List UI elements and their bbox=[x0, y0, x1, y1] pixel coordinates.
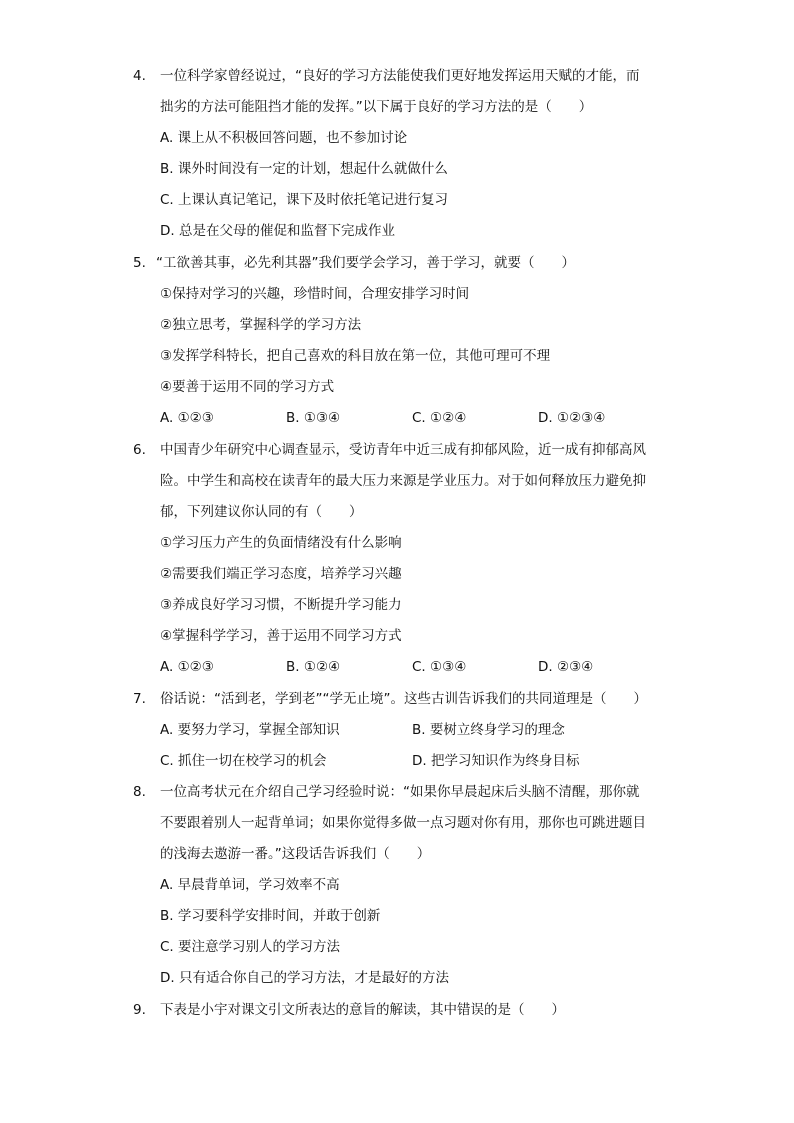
question-number: 4. bbox=[133, 68, 146, 84]
statement-item: ②需要我们端正学习态度，培养学习兴趣 bbox=[160, 566, 402, 582]
option-b: B. ①②④ bbox=[286, 659, 341, 675]
option-c: C. 上课认真记笔记，课下及时依托笔记进行复习 bbox=[160, 192, 449, 208]
question-stem-line: 中国青少年研究中心调查显示，受访青年中近三成有抑郁风险，近一成有抑郁高风 bbox=[160, 442, 646, 458]
statement-item: ③养成良好学习习惯，不断提升学习能力 bbox=[160, 597, 402, 613]
option-a: A. 要努力学习，掌握全部知识 bbox=[160, 722, 340, 738]
option-b: B. 学习要科学安排时间，并敢于创新 bbox=[160, 908, 381, 924]
statement-item: ④掌握科学学习，善于运用不同学习方式 bbox=[160, 628, 402, 644]
option-d: D. 总是在父母的催促和监督下完成作业 bbox=[160, 223, 395, 239]
option-b: B. ①③④ bbox=[286, 410, 341, 426]
question-number: 6. bbox=[133, 442, 146, 458]
statement-item: ③发挥学科特长，把自己喜欢的科目放在第一位，其他可理可不理 bbox=[160, 348, 551, 364]
question-stem-line: 俗话说：“活到老，学到老”“学无止境”。这些古训告诉我们的共同道理是（ ） bbox=[160, 691, 647, 707]
question-number: 9. bbox=[133, 1002, 146, 1018]
statement-item: ②独立思考，掌握科学的学习方法 bbox=[160, 317, 362, 333]
question-stem-line: 郁，下列建议你认同的有（ ） bbox=[160, 504, 363, 520]
option-d: D. ②③④ bbox=[538, 659, 594, 675]
option-d: D. 把学习知识作为终身目标 bbox=[412, 753, 580, 769]
options-row bbox=[160, 652, 704, 683]
options-row bbox=[160, 403, 704, 434]
option-a: A. 早晨背单词，学习效率不高 bbox=[160, 877, 340, 893]
statement-item: ④要善于运用不同的学习方式 bbox=[160, 379, 335, 395]
option-a: A. ①②③ bbox=[160, 410, 214, 426]
question-stem-line: 的浅海去遨游一番。”这段话告诉我们（ ） bbox=[160, 846, 431, 862]
statement-item: ①学习压力产生的负面情绪没有什么影响 bbox=[160, 535, 402, 551]
option-c: C. 要注意学习别人的学习方法 bbox=[160, 939, 341, 955]
question-stem-line: 一位高考状元在介绍自己学习经验时说：“如果你早晨起床后头脑不清醒，那你就 bbox=[160, 784, 640, 800]
question-number: 8. bbox=[133, 784, 146, 800]
options-row bbox=[160, 715, 704, 746]
option-c: C. 抓住一切在校学习的机会 bbox=[160, 753, 327, 769]
option-a: A. ①②③ bbox=[160, 659, 214, 675]
question-stem-line: 下表是小宇对课文引文所表达的意旨的解读，其中错误的是（ ） bbox=[160, 1002, 565, 1018]
options-row bbox=[160, 746, 704, 777]
option-d: D. 只有适合你自己的学习方法，才是最好的方法 bbox=[160, 970, 449, 986]
question-stem-line: 一位科学家曾经说过，“良好的学习方法能使我们更好地发挥运用天赋的才能，而 bbox=[160, 68, 640, 84]
statement-item: ①保持对学习的兴趣，珍惜时间，合理安排学习时间 bbox=[160, 286, 470, 302]
question-stem-line: 不要跟着别人一起背单词；如果你觉得多做一点习题对你有用，那你也可跳进题目 bbox=[160, 815, 646, 831]
option-b: B. 课外时间没有一定的计划，想起什么就做什么 bbox=[160, 161, 448, 177]
question-stem-line: “工欲善其事，必先利其器”我们要学会学习，善于学习，就要（ ） bbox=[156, 255, 575, 271]
option-b: B. 要树立终身学习的理念 bbox=[412, 722, 565, 738]
question-number: 7. bbox=[133, 691, 146, 707]
option-d: D. ①②③④ bbox=[538, 410, 606, 426]
option-c: C. ①③④ bbox=[412, 659, 467, 675]
option-c: C. ①②④ bbox=[412, 410, 467, 426]
option-a: A. 课上从不积极回答问题，也不参加讨论 bbox=[160, 130, 408, 146]
question-stem-line: 险。中学生和高校在读青年的最大压力来源是学业压力。对于如何释放压力避免抑 bbox=[160, 473, 646, 489]
question-number: 5. bbox=[133, 255, 146, 271]
question-stem-line: 拙劣的方法可能阻挡才能的发挥。”以下属于良好的学习方法的是（ ） bbox=[160, 99, 593, 115]
